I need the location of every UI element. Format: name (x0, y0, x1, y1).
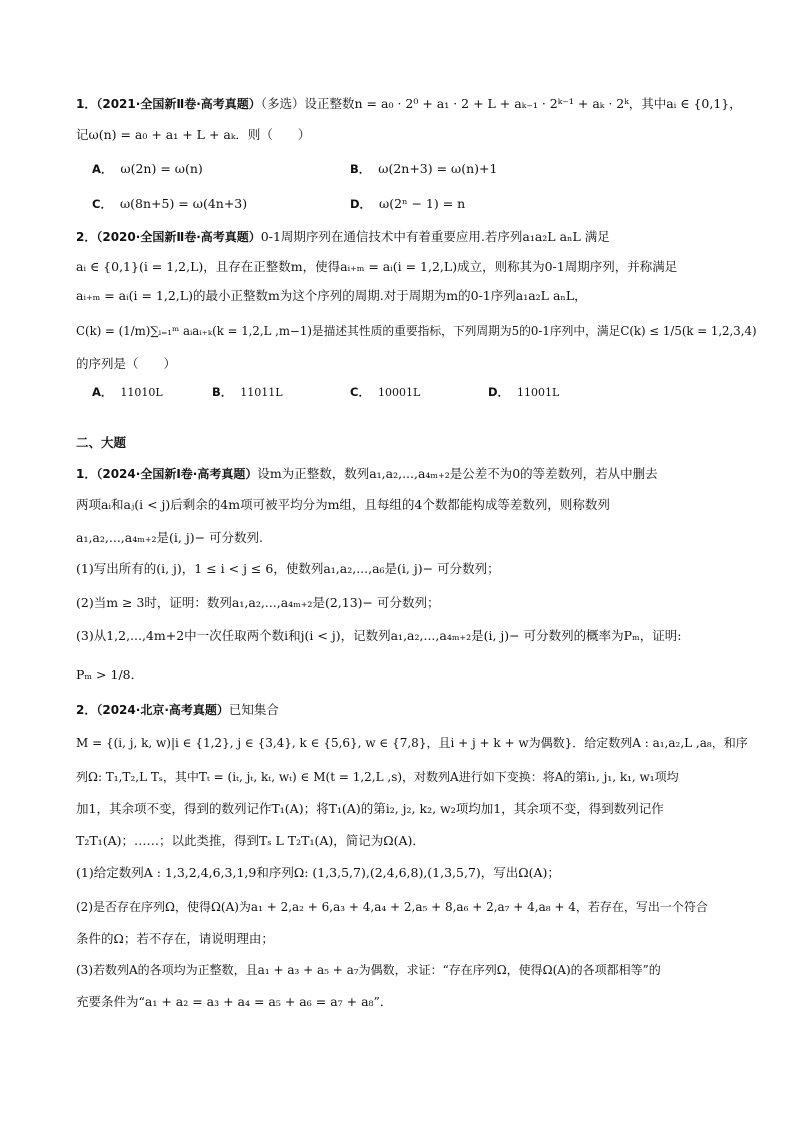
q2-number: 2． (76, 230, 97, 244)
q2-option-c-key: C． (350, 385, 370, 399)
p2-line1 (76, 699, 279, 721)
p1-part3-end: Pₘ > 1/8． (76, 667, 144, 682)
q1-option-d-text: ω(2ⁿ − 1) = n (379, 196, 466, 211)
q2-line3: aᵢ₊ₘ = aᵢ(i = 1,2,L)的最小正整数m为这个序列的周期.对于周期为m的0-1序列a₁a₂L aₙL， (76, 288, 587, 303)
q2-option-d[interactable] (488, 381, 559, 404)
p2-part1: (1)给定数列A : 1,3,2,4,6,3,1,9和序列Ω: (1,3,5,7),(2,4,6,8),(1,3,5,7)，写出Ω(A)； (76, 865, 560, 880)
p1-source: （2024·全国新Ⅰ卷·高考真题） (96, 467, 258, 481)
q1-option-b-text: ω(2n+3) = ω(n)+1 (378, 161, 498, 176)
p2-source: （2024·北京·高考真题） (96, 703, 229, 717)
q1-option-c[interactable] (92, 193, 247, 215)
q2-option-c-text: 10001L (377, 386, 421, 399)
q2-option-b[interactable] (212, 381, 283, 404)
q1-number: 1． (76, 97, 97, 111)
q2-line2: aᵢ ∈ {0,1}(i = 1,2,L)，且存在正整数m，使得aᵢ₊ₘ = aᵢ(i = 1,2,L)成立，则称其为0-1周期序列，并称满足 (76, 259, 678, 274)
q1-option-c-text: ω(8n+5) = ω(4n+3) (119, 196, 248, 211)
p1-part1: (1)写出所有的(i, j)，1 ≤ i < j ≤ 6，使数列a₁,a₂,...,a₆是(i, j)− 可分数列； (76, 561, 500, 576)
p1-line2: 两项aᵢ和aⱼ(i < j)后剩余的4m项可被平均分为m组，且每组的4个数都能构成等差数列，则称数列 (76, 497, 610, 512)
q2-option-a-text: 11010L (120, 386, 163, 399)
q1-line2: 记ω(n) = a₀ + a₁ + L + aₖ．则（ ） (76, 127, 311, 142)
q1-option-a[interactable] (92, 158, 203, 180)
q1-stem-line1: （多选）设正整数n = a₀ · 2⁰ + a₁ · 2 + L + aₖ₋₁ · 2ᵏ⁻¹ + aₖ · 2ᵏ，其中aᵢ ∈ {0,1}， (260, 96, 742, 111)
p2-line2: M = {(i, j, k, w)|i ∈ {1,2}, j ∈ {3,4}, k ∈ {5,6}, w ∈ {7,8}，且i + j + k + w为偶数}．给定数列A : a₁,a₂,L ,a₈，和序 (76, 736, 748, 750)
p2-number: 2． (76, 703, 97, 717)
p2-line4: 加1，其余项不变，得到的数列记作T₁(A)；将T₁(A)的第i₂, j₂, k₂, w₂项均加1，其余项不变，得到数列记作 (76, 801, 664, 816)
q2-line5: 的序列是（ ） (76, 356, 177, 371)
q2-option-b-text: 11011L (240, 386, 283, 399)
p2-stem-line1: 已知集合 (228, 702, 279, 717)
q1-option-d-key: D． (350, 197, 372, 211)
q1-option-c-key: C． (92, 197, 112, 211)
q1-option-b[interactable] (350, 158, 498, 180)
p2-line3: 列Ω: T₁,T₂,L Tₛ，其中Tₜ = (iₜ, jₜ, kₜ, wₜ) ∈ M(t = 1,2,L ,s)，对数列A进行如下变换：将A的第i₁, j₁, k₁, w₁项均 (76, 770, 679, 784)
p1-number: 1． (76, 467, 97, 481)
q2-option-a[interactable] (92, 381, 163, 404)
q2-option-d-key: D． (488, 385, 510, 399)
q2-option-b-key: B． (212, 385, 233, 399)
p2-part2: (2)是否存在序列Ω，使得Ω(A)为a₁ + 2,a₂ + 6,a₃ + 4,a₄ + 2,a₅ + 8,a₆ + 2,a₇ + 4,a₈ + 4，若存在，写出一个符合 (76, 900, 708, 914)
q2-line1 (76, 226, 610, 248)
q2-source: （2020·全国新Ⅱ卷·高考真题） (96, 230, 261, 244)
q2-option-a-key: A． (92, 385, 113, 399)
p2-part3: (3)若数列A的各项均为正整数，且a₁ + a₃ + a₅ + a₇为偶数，求证：“存在序列Ω，使得Ω(A)的各项都相等”的 (76, 963, 661, 977)
q2-option-d-text: 11001L (517, 386, 560, 399)
q1-option-b-key: B． (350, 162, 371, 176)
p1-line1 (76, 463, 658, 485)
p2-part3-end: 充要条件为“a₁ + a₂ = a₃ + a₄ = a₅ + a₆ = a₇ + a₈”． (76, 994, 393, 1009)
p1-stem-line1: 设m为正整数，数列a₁,a₂,...,a₄ₘ₊₂是公差不为0的等差数列，若从中删去 (257, 466, 658, 481)
q2-line4: C(k) = (1/m)∑ᵢ₌₁ᵐ aᵢaᵢ₊ₖ(k = 1,2,L ,m−1)是描述其性质的重要指标，下列周期为5的0-1序列中，满足C(k) ≤ 1/5(k = 1,2,3,4) (76, 324, 757, 338)
q1-source: （2021·全国新Ⅱ卷·高考真题） (96, 97, 261, 111)
p1-line3: a₁,a₂,...,a₄ₘ₊₂是(i, j)− 可分数列. (76, 530, 263, 545)
section-heading: 二、大题 (76, 435, 127, 450)
p2-part2-end: 条件的Ω；若不存在，请说明理由； (76, 931, 274, 946)
p1-part3: (3)从1,2,...,4m+2中一次任取两个数i和j(i < j)，记数列a₁,a₂,...,a₄ₘ₊₂是(i, j)− 可分数列的概率为Pₘ，证明: (76, 628, 682, 643)
p2-line5: T₂T₁(A)；……；以此类推，得到Tₛ L T₂T₁(A)，简记为Ω(A)． (76, 833, 425, 848)
q2-option-c[interactable] (350, 381, 420, 404)
p1-part2: (2)当m ≥ 3时，证明：数列a₁,a₂,...,a₄ₘ₊₂是(2,13)− 可分数列； (76, 595, 440, 610)
q1-option-d[interactable] (350, 193, 465, 215)
q2-stem-line1: 0-1周期序列在通信技术中有着重要应用.若序列a₁a₂L aₙL 满足 (260, 229, 610, 244)
q1-line1 (76, 93, 742, 115)
q1-option-a-key: A． (92, 162, 113, 176)
q1-option-a-text: ω(2n) = ω(n) (120, 161, 203, 176)
